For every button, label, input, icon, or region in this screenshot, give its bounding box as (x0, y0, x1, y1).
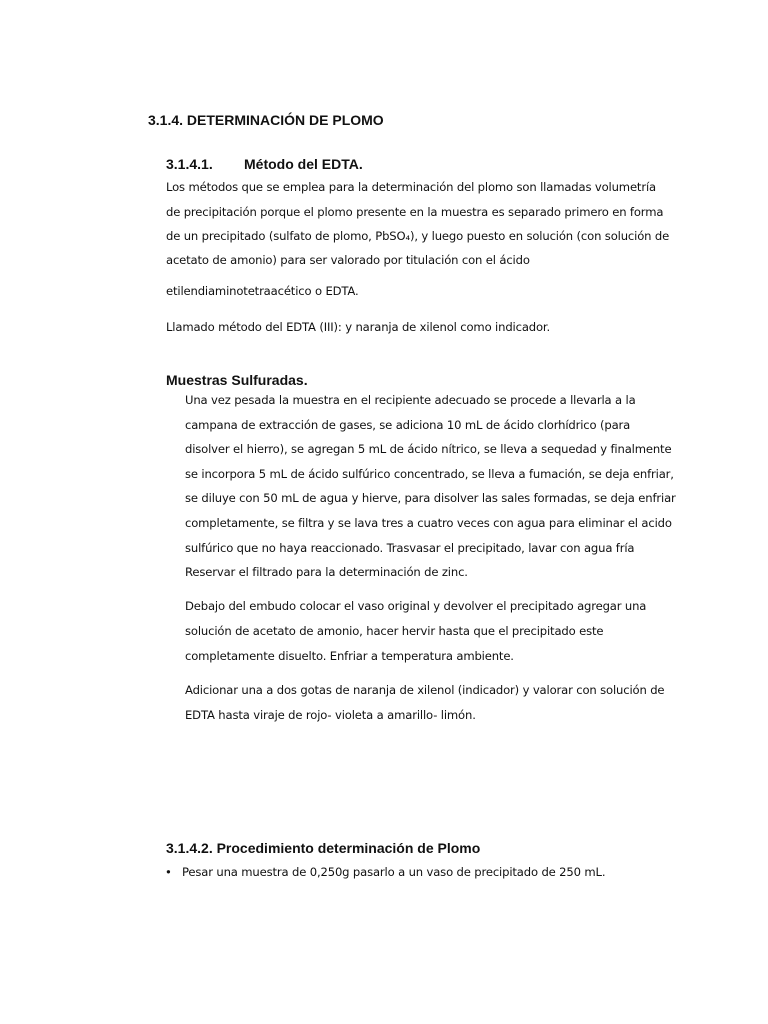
subsection-heading-edta (166, 156, 363, 172)
muestras-heading (166, 372, 308, 388)
paragraph-line: se diluye con 50 mL de agua y hierve, para disolver las sales formadas, se deja enfriar (185, 491, 676, 505)
list-item (165, 865, 605, 879)
paragraph-line: completamente disuelto. Enfriar a temperatura ambiente. (185, 649, 514, 663)
paragraph-line: se incorpora 5 mL de ácido sulfúrico concentrado, se lleva a fumación, se deja enfriar, (185, 467, 674, 481)
subsection-heading-procedimiento: 3.1.4.2. Procedimiento determinación de Plomo (166, 840, 481, 856)
subsection-title: Método del EDTA. (244, 156, 363, 172)
section-heading: 3.1.4. DETERMINACIÓN DE PLOMO (148, 112, 384, 128)
paragraph-line: acetato de amonio) para ser valorado por titulación con el ácido (166, 253, 530, 267)
paragraph-line: EDTA hasta viraje de rojo- violeta a amarillo- limón. (185, 708, 476, 722)
paragraph-line: Adicionar una a dos gotas de naranja de xilenol (indicador) y valorar con solución de (185, 683, 665, 697)
paragraph-line: Debajo del embudo colocar el vaso original y devolver el precipitado agregar una (185, 599, 647, 613)
paragraph-line: sulfúrico que no haya reaccionado. Trasvasar el precipitado, lavar con agua fría (185, 541, 635, 555)
paragraph-line: Una vez pesada la muestra en el recipiente adecuado se procede a llevarla a la (185, 393, 636, 407)
paragraph-line: Reservar el filtrado para la determinación de zinc. (185, 565, 468, 579)
muestras-title: Muestras Sulfuradas. (166, 372, 308, 388)
method-note: Llamado método del EDTA (III): y naranja de xilenol como indicador. (166, 320, 551, 334)
bullet-icon: • (165, 865, 172, 879)
paragraph-line: solución de acetato de amonio, hacer hervir hasta que el precipitado este (185, 624, 604, 638)
paragraph-line: de precipitación porque el plomo presente en la muestra es separado primero en forma (166, 205, 664, 219)
list-item-text: Pesar una muestra de 0,250g pasarlo a un vaso de precipitado de 250 mL. (182, 865, 606, 879)
paragraph-line: de un precipitado (sulfato de plomo, PbSO₄), y luego puesto en solución (con solución de (166, 229, 670, 243)
paragraph-line: disolver el hierro), se agregan 5 mL de ácido nítrico, se lleva a sequedad y finalmente (185, 442, 672, 456)
paragraph-line: etilendiaminotetraacético o EDTA. (166, 284, 359, 298)
paragraph-line: completamente, se filtra y se lava tres a cuatro veces con agua para eliminar el acido (185, 516, 672, 530)
subsection-number: 3.1.4.1. (166, 156, 213, 172)
paragraph-line: Los métodos que se emplea para la determinación del plomo son llamadas volumetría (166, 180, 656, 194)
paragraph-line: campana de extracción de gases, se adiciona 10 mL de ácido clorhídrico (para (185, 418, 631, 432)
